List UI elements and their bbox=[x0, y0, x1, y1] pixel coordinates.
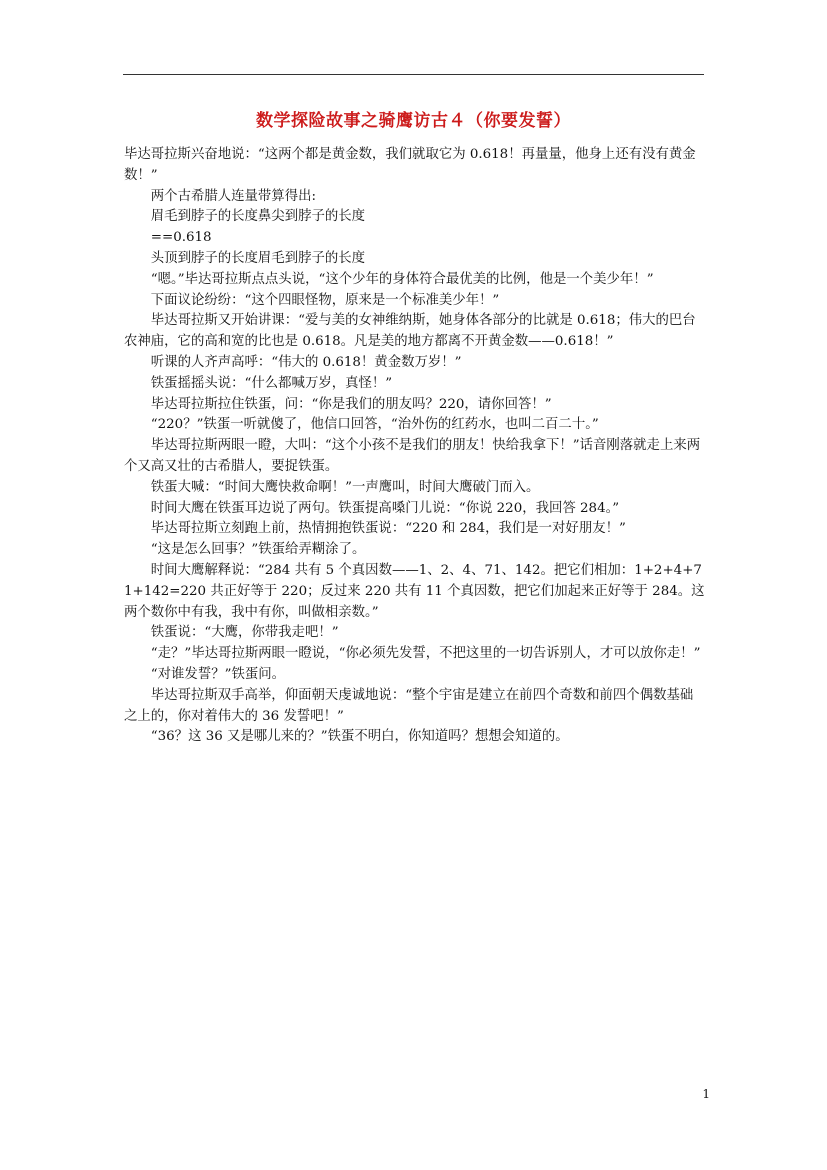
paragraph: 时间大鹰解释说：“284 共有 5 个真因数——1、2、4、71、142。把它们相加：1+2+4+71+142=220 共正好等于 220；反过来 220 共有 11 个真因数，把它们加起来正好等于 284。这两个数你中有我，我中有你，叫做相亲数。” bbox=[124, 562, 705, 620]
page-number: 1 bbox=[702, 1087, 710, 1101]
paragraph: “36？这 36 又是哪儿来的？”铁蛋不明白，你知道吗？想想会知道的。 bbox=[150, 729, 569, 745]
paragraph: 听课的人齐声高呼：“伟大的 0.618！黄金数万岁！” bbox=[150, 354, 462, 370]
paragraph: 头顶到脖子的长度眉毛到脖子的长度 bbox=[150, 250, 366, 266]
paragraph: 眉毛到脖子的长度鼻尖到脖子的长度 bbox=[150, 209, 366, 225]
paragraph: 毕达哥拉斯两眼一瞪，大叫：“这个小孩不是我们的朋友！快给我拿下！”话音刚落就走上来两个又高又壮的古希腊人，要捉铁蛋。 bbox=[124, 438, 701, 474]
paragraph: 铁蛋说：“大鹰，你带我走吧！” bbox=[150, 625, 339, 641]
header-rule bbox=[123, 74, 704, 75]
paragraph: 下面议论纷纷：“这个四眼怪物，原来是一个标准美少年！” bbox=[150, 292, 500, 308]
paragraph: 铁蛋摇摇头说：“什么都喊万岁，真怪！” bbox=[150, 375, 393, 391]
paragraph: 毕达哥拉斯又开始讲课：“爱与美的女神维纳斯，她身体各部分的比就是 0.618；伟大的巴台农神庙，它的高和宽的比也是 0.618。凡是美的地方都离不开黄金数——0.618！” bbox=[124, 313, 696, 350]
paragraph: “220？”铁蛋一听就傻了，他信口回答，“治外伤的红药水，也叫二百二十。” bbox=[150, 417, 599, 433]
paragraph: 毕达哥拉斯双手高举，仰面朝天虔诚地说：“整个宇宙是建立在前四个奇数和前四个偶数基础之上的，你对着伟大的 36 发誓吧！” bbox=[124, 687, 694, 724]
paragraph: 铁蛋大喊：“时间大鹰快救命啊！”一声鹰叫，时间大鹰破门而入。 bbox=[150, 479, 540, 495]
paragraph: 两个古希腊人连量带算得出: bbox=[150, 188, 316, 204]
page-title: 数学探险故事之骑鹰访古４（你要发誓） bbox=[256, 111, 571, 131]
paragraph: ==0.618 bbox=[150, 230, 212, 246]
paragraph: “这是怎么回事？”铁蛋给弄糊涂了。 bbox=[150, 542, 366, 558]
paragraph: 时间大鹰在铁蛋耳边说了两句。铁蛋提高嗓门儿说：“你说 220，我回答 284。” bbox=[150, 500, 620, 516]
paragraph: 毕达哥拉斯拉住铁蛋，问：“你是我们的朋友吗？220，请你回答！” bbox=[150, 396, 552, 412]
paragraph: 毕达哥拉斯立刻跑上前，热情拥抱铁蛋说：“220 和 284，我们是一对好朋友！” bbox=[150, 521, 626, 537]
paragraph: “嗯。”毕达哥拉斯点点头说，“这个少年的身体符合最优美的比例，他是一个美少年！” bbox=[150, 271, 654, 287]
article-body bbox=[124, 145, 706, 748]
paragraph: “走？”毕达哥拉斯两眼一瞪说，“你必须先发誓，不把这里的一切告诉别人，才可以放你走！” bbox=[150, 646, 701, 662]
paragraph: “对谁发誓？”铁蛋问。 bbox=[150, 666, 286, 682]
paragraph: 毕达哥拉斯兴奋地说：“这两个都是黄金数，我们就取它为 0.618！再量量，他身上还有没有黄金数！” bbox=[124, 147, 696, 183]
